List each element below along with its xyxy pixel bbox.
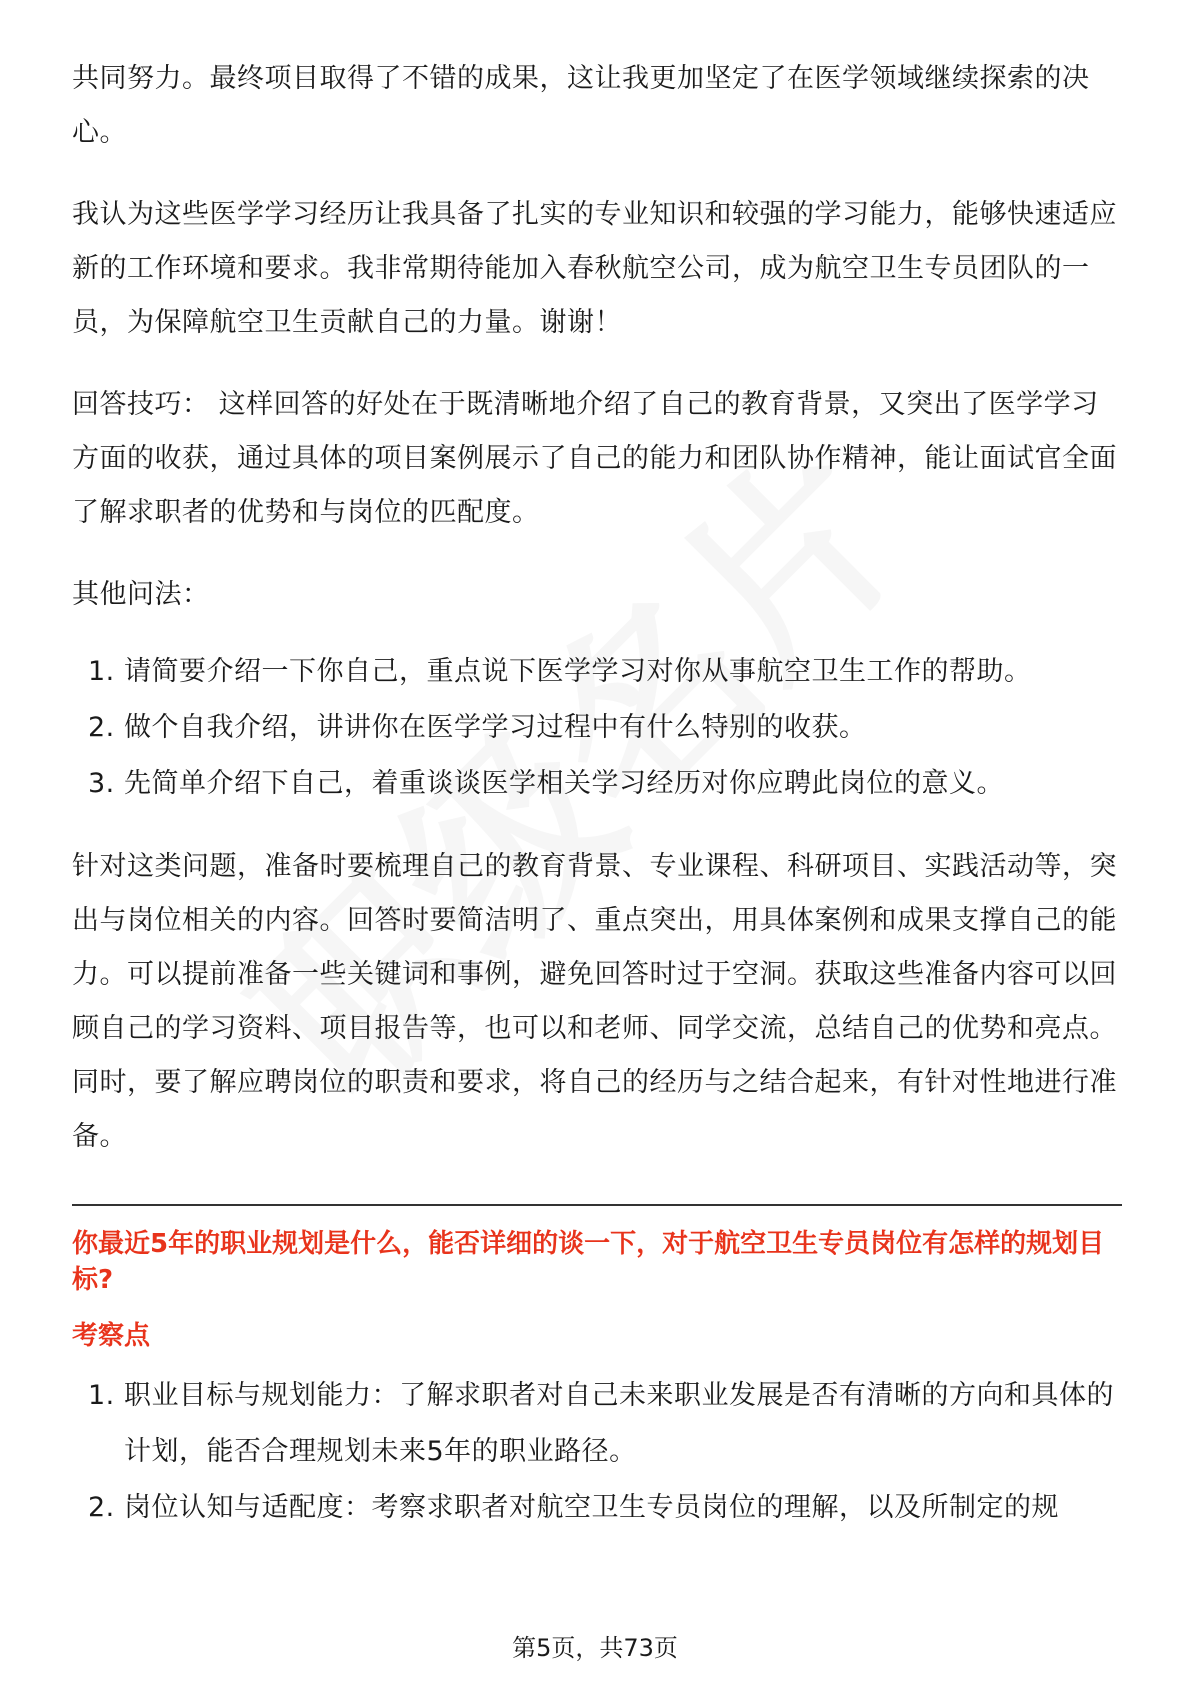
list-item-text: 请简要介绍一下你自己，重点说下医学学习对你从事航空卫生工作的帮助。: [124, 656, 1032, 687]
question-title: 你最近5年的职业规划是什么，能否详细的谈一下，对于航空卫生专员岗位有怎样的规划目标?: [72, 1229, 1105, 1295]
list-item-text: 做个自我介绍，讲讲你在医学学习过程中有什么特别的收获。: [124, 712, 867, 743]
list-item: [72, 756, 1122, 812]
list-number: 2.: [88, 712, 115, 743]
paragraph-preparation-advice: 针对这类问题，准备时要梳理自己的教育背景、专业课程、科研项目、实践活动等，突出与岗位相关的内容。回答时要简洁明了、重点突出，用具体案例和成果支撑自己的能力。可以提前准备一些关键词和事例，避免回答时过于空洞。获取这些准备内容可以回顾自己的学习资料、项目报告等，也可以和老师、同学交流，总结自己的优势和亮点。同时，要了解应聘岗位的职责和要求，将自己的经历与之结合起来，有针对性地进行准备。: [72, 851, 1117, 1152]
page-footer: 第5页，共73页: [512, 1634, 678, 1662]
list-item: [72, 644, 1122, 700]
other-questions-list: [72, 644, 1122, 812]
paragraph-summary: 我认为这些医学学习经历让我具备了扎实的专业知识和较强的学习能力，能够快速适应新的工作环境和要求。我非常期待能加入春秋航空公司，成为航空卫生专员团队的一员，为保障航空卫生贡献自己的力量。谢谢！: [72, 199, 1117, 338]
paragraph-conclusion: 共同努力。最终项目取得了不错的成果，这让我更加坚定了在医学领域继续探索的决心。: [72, 63, 1090, 148]
list-number: 3.: [88, 768, 115, 799]
list-item: [72, 1480, 1122, 1536]
list-number: 1.: [88, 656, 115, 687]
list-item: [72, 700, 1122, 756]
list-number: 1.: [88, 1380, 115, 1411]
focus-points-list: [72, 1368, 1122, 1536]
section-divider: [72, 1204, 1122, 1206]
list-number: 2.: [88, 1492, 115, 1523]
list-item: [72, 1368, 1122, 1480]
focus-heading: 考察点: [72, 1321, 151, 1351]
list-item-text: 先简单介绍下自己，着重谈谈医学相关学习经历对你应聘此岗位的意义。: [124, 768, 1004, 799]
list-item-text: 职业目标与规划能力：了解求职者对自己未来职业发展是否有清晰的方向和具体的计划，能否合理规划未来5年的职业路径。: [124, 1380, 1114, 1467]
paragraph-answer-tips: 回答技巧： 这样回答的好处在于既清晰地介绍了自己的教育背景，又突出了医学学习方面的收获，通过具体的项目案例展示了自己的能力和团队协作精神，能让面试官全面了解求职者的优势和与岗位的匹配度。: [72, 389, 1117, 528]
other-questions-heading: 其他问法：: [72, 579, 210, 610]
page-content: [72, 52, 1122, 1536]
list-item-text: 岗位认知与适配度：考察求职者对航空卫生专员岗位的理解，以及所制定的规: [124, 1492, 1059, 1523]
